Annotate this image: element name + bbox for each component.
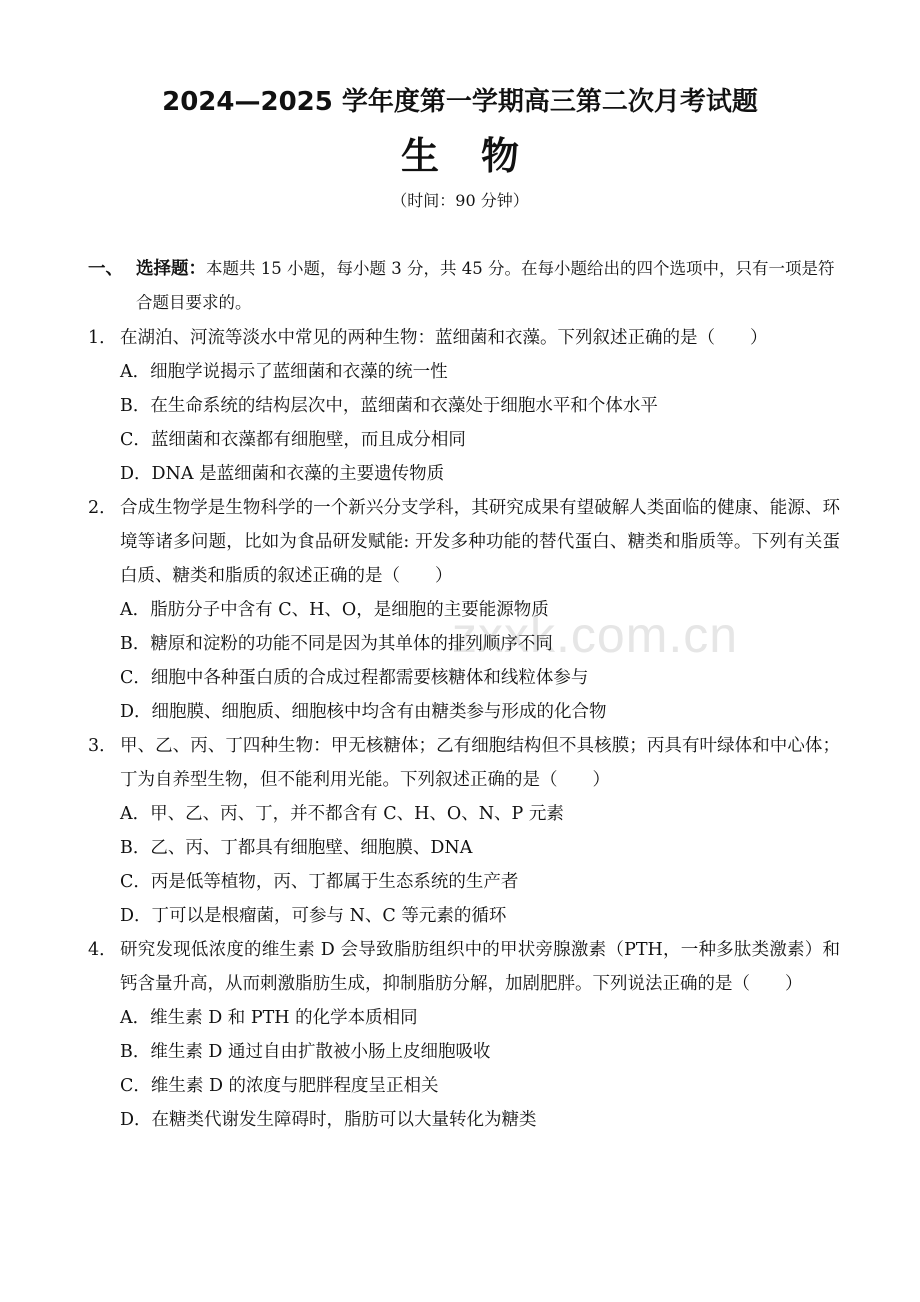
option-d: D．细胞膜、细胞质、细胞核中均含有由糖类参与形成的化合物 — [120, 702, 607, 722]
question-stem: 在湖泊、河流等淡水中常见的两种生物：蓝细菌和衣藻。下列叙述正确的是（ ） — [120, 328, 768, 348]
question-3 — [88, 729, 840, 933]
section-number: 一、 — [88, 259, 123, 279]
option-b: B．维生素 D 通过自由扩散被小肠上皮细胞吸收 — [120, 1042, 491, 1062]
question-number: 2． — [88, 498, 117, 518]
question-stem: 合成生物学是生物科学的一个新兴分支学科，其研究成果有望破解人类面临的健康、能源、环境等诸多问题，比如为食品研发赋能: 开发多种功能的替代蛋白、糖类和脂质等。下列有关蛋白质、糖类和脂质的叙述正确的是（ ） — [120, 498, 840, 586]
question-stem: 研究发现低浓度的维生素 D 会导致脂肪组织中的甲状旁腺激素（PTH，一种多肽类激素）和钙含量升高，从而刺激脂肪生成，抑制脂肪分解，加剧肥胖。下列说法正确的是（ ） — [120, 940, 840, 994]
option-c: C．维生素 D 的浓度与肥胖程度呈正相关 — [120, 1076, 439, 1096]
option-d: D．DNA 是蓝细菌和衣藻的主要遗传物质 — [120, 464, 445, 484]
question-number: 4． — [88, 940, 117, 960]
section-name: 选择题： — [136, 259, 206, 279]
option-b: B．糖原和淀粉的功能不同是因为其单体的排列顺序不同 — [120, 634, 553, 654]
option-b: B．在生命系统的结构层次中，蓝细菌和衣藻处于细胞水平和个体水平 — [120, 396, 658, 416]
question-stem: 甲、乙、丙、丁四种生物：甲无核糖体；乙有细胞结构但不具核膜；丙具有叶绿体和中心体；丁为自养型生物，但不能利用光能。下列叙述正确的是（ ） — [120, 736, 840, 790]
option-a: A．脂肪分子中含有 C、H、O，是细胞的主要能源物质 — [120, 600, 549, 620]
question-2 — [88, 491, 840, 729]
exam-duration: （时间：90 分钟） — [391, 191, 529, 210]
section-description: 本题共 15 小题，每小题 3 分，共 45 分。在每小题给出的四个选项中，只有一项是符合题目要求的。 — [136, 259, 835, 312]
subject-title: 生物 — [400, 134, 561, 178]
option-d: D．丁可以是根瘤菌，可参与 N、C 等元素的循环 — [120, 906, 507, 926]
option-a: A．维生素 D 和 PTH 的化学本质相同 — [120, 1008, 418, 1028]
option-c: C．蓝细菌和衣藻都有细胞壁，而且成分相同 — [120, 430, 466, 450]
option-c: C．丙是低等植物，丙、丁都属于生态系统的生产者 — [120, 872, 519, 892]
section-heading — [88, 252, 840, 320]
question-4 — [88, 933, 840, 1137]
option-c: C．细胞中各种蛋白质的合成过程都需要核糖体和线粒体参与 — [120, 668, 589, 688]
option-a: A．细胞学说揭示了蓝细菌和衣藻的统一性 — [120, 362, 448, 382]
watermark: zxxk.com.cn — [452, 607, 739, 663]
question-number: 1． — [88, 328, 117, 348]
option-a: A．甲、乙、丙、丁，并不都含有 C、H、O、N、P 元素 — [120, 804, 564, 824]
option-b: B．乙、丙、丁都具有细胞壁、细胞膜、DNA — [120, 838, 473, 858]
exam-content — [88, 252, 840, 1137]
question-1 — [88, 321, 840, 491]
option-d: D．在糖类代谢发生障碍时，脂肪可以大量转化为糖类 — [120, 1110, 537, 1130]
exam-title: 2024—2025 学年度第一学期高三第二次月考试题 — [162, 87, 758, 117]
question-number: 3． — [88, 736, 117, 756]
